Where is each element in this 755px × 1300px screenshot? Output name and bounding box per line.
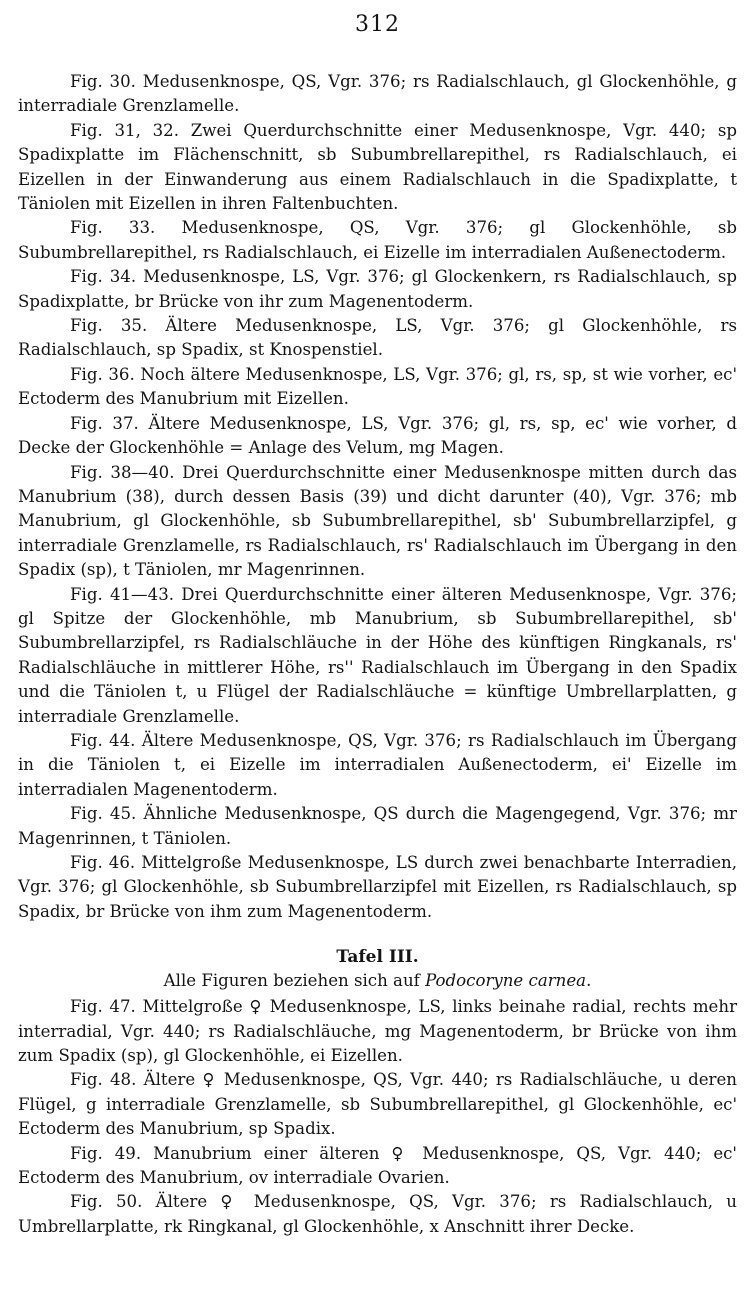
section-subtitle <box>18 969 737 993</box>
figure-legend-fig-45: Fig. 45. Ähnliche Medusenknospe, QS durch die Magengegend, Vgr. 376; mr Magenrinnen, t Täniolen. <box>18 804 737 848</box>
figure-legend-fig-33: Fig. 33. Medusenknospe, QS, Vgr. 376; gl Glockenhöhle, sb Subumbrellarepithel, rs Radialschlauch, ei Eizelle im interradialen Außenectoderm. <box>18 218 737 262</box>
figure-legend-fig-46: Fig. 46. Mittelgroße Medusenknospe, LS durch zwei benachbarte Interradien, Vgr. 376; gl Glockenhöhle, sb Subumbrellarzipfel mit Eizellen, rs Radialschlauch, sp Spadix, br Brücke von ihm zum Magenentoderm. <box>18 853 737 921</box>
section-subtitle-species: Podocoryne carnea <box>425 971 587 991</box>
figure-legend-fig-36: Fig. 36. Noch ältere Medusenknospe, LS, Vgr. 376; gl, rs, sp, st wie vorher, ec' Ectoderm des Manubrium mit Eizellen. <box>18 364 737 409</box>
figure-legend-fig-31-32: Fig. 31, 32. Zwei Querdurchschnitte einer Medusenknospe, Vgr. 440; sp Spadixplatte im Flächenschnitt, sb Subumbrellarepithel, rs Radialschlauch, ei Eizellen in der Einwanderung aus einem Radialschlauch in die Spadixplatte, t Täniolen mit Eizellen in ihren Faltenbuchten. <box>18 120 737 214</box>
figure-legend-list-part1 <box>18 70 737 924</box>
figure-legend-fig-30: Fig. 30. Medusenknospe, QS, Vgr. 376; rs Radialschlauch, gl Glockenhöhle, g interradiale Grenzlamelle. <box>18 72 737 116</box>
section-subtitle-suffix: . <box>586 971 592 991</box>
figure-legend-fig-38-40: Fig. 38—40. Drei Querdurchschnitte einer Medusenknospe mitten durch das Manubrium (38), durch dessen Basis (39) und dicht darunter (40), Vgr. 376; mb Manubrium, gl Glockenhöhle, sb Subumbrellarepithel, sb' Subumbrellarzipfel, g interradiale Grenzlamelle, rs Radialschlauch, rs' Radialschlauch im Übergang in den Spadix (sp), t Täniolen, mr Magenrinnen. <box>18 462 737 580</box>
page-number: 312 <box>355 12 400 37</box>
section-subtitle-prefix: Alle Figuren beziehen sich auf <box>163 971 426 991</box>
figure-legend-fig-49: Fig. 49. Manubrium einer älteren ♀ Medusenknospe, QS, Vgr. 440; ec' Ectoderm des Manubrium, ov interradiale Ovarien. <box>18 1143 737 1188</box>
figure-legend-fig-50: Fig. 50. Ältere ♀ Medusenknospe, QS, Vgr. 376; rs Radialschlauch, u Umbrellarplatte, rk Ringkanal, gl Glockenhöhle, x Anschnitt ihrer Decke. <box>18 1192 737 1236</box>
figure-legend-fig-37: Fig. 37. Ältere Medusenknospe, LS, Vgr. 376; gl, rs, sp, ec' wie vorher, d Decke der Glockenhöhle = Anlage des Velum, mg Magen. <box>18 413 737 458</box>
figure-legend-list-part2 <box>18 995 737 1239</box>
section-title: Tafel III. <box>336 947 419 968</box>
figure-legend-fig-34: Fig. 34. Medusenknospe, LS, Vgr. 376; gl Glockenkern, rs Radialschlauch, sp Spadixplatte, br Brücke von ihr zum Magenentoderm. <box>18 267 737 311</box>
figure-legend-fig-47: Fig. 47. Mittelgroße ♀ Medusenknospe, LS, links beinahe radial, rechts mehr interradial, Vgr. 440; rs Radialschläuche, mg Magenentoderm, br Brücke von ihm zum Spadix (sp), gl Glockenhöhle, ei Eizellen. <box>18 997 737 1066</box>
figure-legend-fig-48: Fig. 48. Ältere ♀ Medusenknospe, QS, Vgr. 440; rs Radialschläuche, u deren Flügel, g interradiale Grenzlamelle, sb Subumbrellarepithel, gl Glockenhöhle, ec' Ectoderm des Manubrium, sp Spadix. <box>18 1070 737 1139</box>
figure-legend-fig-44: Fig. 44. Ältere Medusenknospe, QS, Vgr. 376; rs Radialschlauch im Übergang in die Täniolen t, ei Eizelle im interradialen Außenectoderm, ei' Eizelle im interradialen Magenentoderm. <box>18 730 737 799</box>
figure-legend-fig-35: Fig. 35. Ältere Medusenknospe, LS, Vgr. 376; gl Glockenhöhle, rs Radialschlauch, sp Spadix, st Knospenstiel. <box>18 316 737 360</box>
figure-legend-fig-41-43: Fig. 41—43. Drei Querdurchschnitte einer älteren Medusenknospe, Vgr. 376; gl Spitze der Glockenhöhle, mb Manubrium, sb Subumbrellarepithel, sb' Subumbrellarzipfel, rs Radialschläuche in der Höhe des künftigen Ringkanals, rs' Radialschläuche in mittlerer Höhe, rs'' Radialschlauch im Übergang in den Spadix und die Täniolen t, u Flügel der Radialschläuche = künftige Umbrellarplatten, g interradiale Grenzlamelle. <box>18 584 737 726</box>
